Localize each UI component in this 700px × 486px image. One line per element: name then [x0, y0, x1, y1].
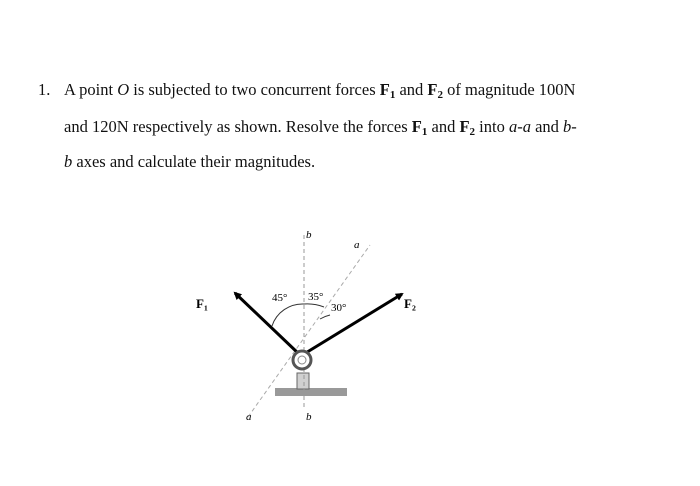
force-f1-ref: $F_1$: [379, 80, 396, 101]
force-diagram-svg: [180, 205, 450, 440]
force-f1-arrow: [235, 293, 299, 354]
angle-arc-45: [272, 304, 304, 326]
problem-line-2: and 120N respectively as shown. Resolve the forces $F_1$ and $F_2$ into a-a and b-: [64, 117, 577, 138]
point-o: O: [117, 80, 130, 99]
axis-a-top-label: a: [354, 239, 360, 251]
label-f2: F₂: [404, 296, 416, 311]
problem-line-3: b axes and calculate their magnitudes.: [64, 152, 316, 171]
force-f2-ref: $F_2$: [427, 80, 444, 101]
angle-30-label: 30°: [331, 302, 347, 314]
problem-line-1: A point O is subjected to two concurrent forces $F_1$ and $F_2$ of magnitude 100N: [64, 80, 576, 101]
angle-35-label: 35°: [308, 291, 324, 303]
ground-base: [275, 388, 347, 396]
force-f1-ref: $F_1$: [411, 117, 428, 138]
axis-b-ref: b: [64, 152, 73, 171]
angle-arc-35: [304, 304, 324, 307]
axis-aa-ref: a-a: [508, 117, 531, 136]
angle-arc-30: [320, 315, 330, 319]
axis-b-ref: b: [563, 117, 572, 136]
label-f1: F₁: [196, 296, 208, 311]
angle-45-label: 45°: [272, 292, 288, 304]
problem-number: 1.: [38, 80, 51, 99]
force-diagram: [180, 205, 450, 440]
axis-b-top-label: b: [306, 229, 312, 241]
support-post: [297, 373, 309, 389]
axis-a-bottom-label: a: [246, 411, 252, 423]
force-f2-arrow: [304, 294, 402, 354]
force-f2-ref: $F_2$: [459, 117, 476, 138]
axis-b-bottom-label: b: [306, 411, 312, 423]
